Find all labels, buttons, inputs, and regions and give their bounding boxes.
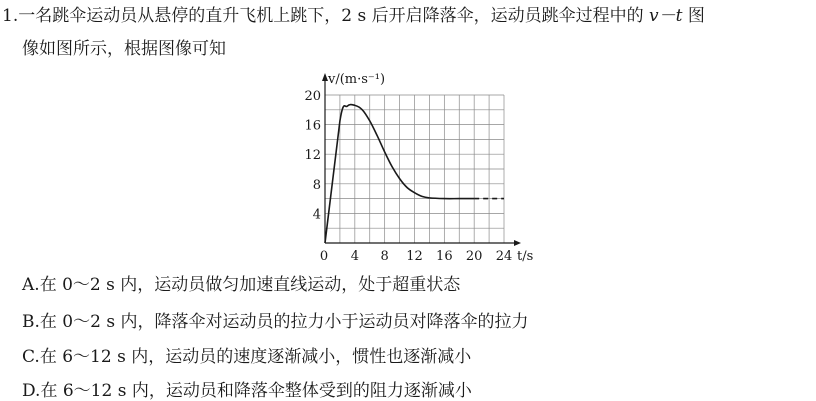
question-stem-text: 一名跳伞运动员从悬停的直升飞机上跳下，2 s 后开启降落伞，运动员跳伞过程中的 — [18, 6, 649, 26]
x-axis-arrow — [514, 240, 521, 246]
question-stem-tail: 图 — [682, 6, 705, 26]
chart-ticks — [304, 89, 512, 264]
question-number: 1. — [2, 6, 19, 26]
y-tick-label: 4 — [312, 207, 321, 223]
vt-symbol: v－t — [648, 6, 683, 26]
y-tick-label: 12 — [304, 148, 321, 164]
x-tick-label: 12 — [406, 249, 423, 264]
option-b[interactable] — [22, 312, 528, 332]
chart-grid — [325, 95, 504, 243]
origin-label: 0 — [319, 249, 329, 264]
x-tick-label: 8 — [380, 249, 389, 264]
x-axis-label: t/s — [517, 249, 534, 264]
y-tick-label: 20 — [304, 89, 321, 104]
x-tick-label: 16 — [436, 249, 453, 264]
y-axis-label: v/(m·s⁻¹) — [328, 72, 386, 87]
option-c-text: 在 6～12 s 内，运动员的速度逐渐减小，惯性也逐渐减小 — [39, 347, 472, 367]
option-b-text: 在 0～2 s 内，降落伞对运动员的拉力小于运动员对降落伞的拉力 — [39, 312, 529, 332]
option-c-label: C. — [22, 347, 40, 367]
vt-graph — [296, 68, 546, 268]
x-tick-label: 24 — [495, 249, 513, 264]
chart-axes — [322, 73, 521, 246]
question-stem-line-1 — [2, 6, 705, 26]
option-d-text: 在 6～12 s 内，运动员和降落伞整体受到的阻力逐渐减小 — [40, 381, 472, 401]
option-a-label: A. — [22, 275, 40, 295]
option-a[interactable] — [22, 275, 460, 295]
x-tick-label: 4 — [350, 249, 359, 264]
option-d[interactable] — [22, 381, 472, 401]
option-c[interactable] — [22, 347, 471, 367]
option-b-label: B. — [22, 312, 40, 332]
vt-graph-svg — [296, 68, 546, 268]
question-stem-line-2: 像如图所示，根据图像可知 — [22, 39, 226, 59]
y-tick-label: 8 — [312, 177, 321, 193]
option-a-text: 在 0～2 s 内，运动员做匀加速直线运动，处于超重状态 — [39, 275, 461, 295]
x-tick-label: 20 — [465, 249, 483, 264]
option-d-label: D. — [22, 381, 41, 401]
y-tick-label: 16 — [304, 118, 321, 134]
